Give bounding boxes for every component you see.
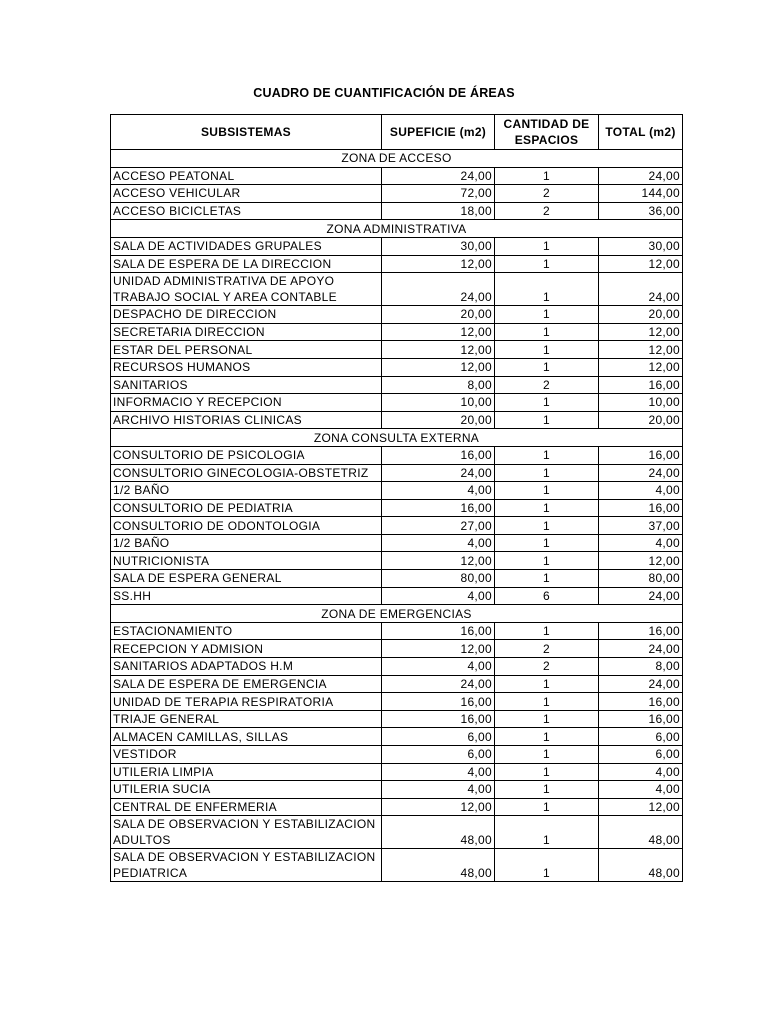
subsistema-cell: RECEPCION Y ADMISION	[111, 640, 382, 658]
subsistema-cell: ALMACEN CAMILLAS, SILLAS	[111, 728, 382, 746]
table-row	[111, 587, 683, 605]
table-row	[111, 570, 683, 588]
cantidad-cell: 1	[495, 728, 599, 746]
zone-label: ZONA DE EMERGENCIAS	[111, 605, 683, 623]
subsistema-cell: UTILERIA LIMPIA	[111, 763, 382, 781]
total-cell: 48,00	[599, 849, 683, 882]
superficie-cell: 24,00	[382, 464, 495, 482]
table-row	[111, 237, 683, 255]
table-row	[111, 534, 683, 552]
table-row	[111, 781, 683, 799]
total-cell: 24,00	[599, 273, 683, 306]
subsistema-cell: ESTACIONAMIENTO	[111, 622, 382, 640]
total-cell: 24,00	[599, 640, 683, 658]
cantidad-cell: 1	[495, 167, 599, 185]
zone-label: ZONA DE ACCESO	[111, 150, 683, 168]
superficie-cell: 6,00	[382, 746, 495, 764]
table-row	[111, 675, 683, 693]
table-row	[111, 273, 683, 306]
superficie-cell: 16,00	[382, 622, 495, 640]
subsistema-cell: ACCESO VEHICULAR	[111, 185, 382, 203]
cantidad-cell: 1	[495, 534, 599, 552]
superficie-cell: 48,00	[382, 816, 495, 849]
superficie-cell: 12,00	[382, 640, 495, 658]
header-cantidad: CANTIDAD DE ESPACIOS	[495, 115, 599, 150]
superficie-cell: 27,00	[382, 517, 495, 535]
cantidad-cell: 2	[495, 202, 599, 220]
table-row	[111, 849, 683, 882]
zone-row	[111, 150, 683, 168]
superficie-cell: 10,00	[382, 394, 495, 412]
cantidad-cell: 1	[495, 237, 599, 255]
subsistema-cell: NUTRICIONISTA	[111, 552, 382, 570]
table-row	[111, 482, 683, 500]
superficie-cell: 4,00	[382, 587, 495, 605]
superficie-cell: 16,00	[382, 710, 495, 728]
subsistema-cell: VESTIDOR	[111, 746, 382, 764]
cantidad-cell: 1	[495, 482, 599, 500]
total-cell: 4,00	[599, 763, 683, 781]
superficie-cell: 12,00	[382, 341, 495, 359]
zone-row	[111, 220, 683, 238]
cantidad-cell: 1	[495, 781, 599, 799]
subsistema-cell: RECURSOS HUMANOS	[111, 358, 382, 376]
superficie-cell: 12,00	[382, 358, 495, 376]
superficie-cell: 30,00	[382, 237, 495, 255]
subsistema-cell: CONSULTORIO DE ODONTOLOGIA	[111, 517, 382, 535]
total-cell: 4,00	[599, 781, 683, 799]
subsistema-cell: SALA DE OBSERVACION Y ESTABILIZACION ADULTOS	[111, 816, 382, 849]
superficie-cell: 4,00	[382, 763, 495, 781]
total-cell: 16,00	[599, 622, 683, 640]
subsistema-cell: 1/2 BAÑO	[111, 482, 382, 500]
table-body	[111, 150, 683, 882]
cantidad-cell: 1	[495, 693, 599, 711]
total-cell: 24,00	[599, 587, 683, 605]
cantidad-cell: 1	[495, 763, 599, 781]
cantidad-cell: 2	[495, 185, 599, 203]
subsistema-cell: TRIAJE GENERAL	[111, 710, 382, 728]
cantidad-cell: 1	[495, 323, 599, 341]
total-cell: 16,00	[599, 693, 683, 711]
cantidad-cell: 1	[495, 570, 599, 588]
cantidad-cell: 1	[495, 394, 599, 412]
table-row	[111, 167, 683, 185]
table-row	[111, 693, 683, 711]
table-row	[111, 376, 683, 394]
subsistema-cell: SALA DE ACTIVIDADES GRUPALES	[111, 237, 382, 255]
total-cell: 6,00	[599, 728, 683, 746]
zone-label: ZONA CONSULTA EXTERNA	[111, 429, 683, 447]
table-row	[111, 464, 683, 482]
superficie-cell: 12,00	[382, 798, 495, 816]
total-cell: 10,00	[599, 394, 683, 412]
superficie-cell: 4,00	[382, 781, 495, 799]
subsistema-cell: UNIDAD ADMINISTRATIVA DE APOYO TRABAJO SOCIAL Y AREA CONTABLE	[111, 273, 382, 306]
superficie-cell: 12,00	[382, 255, 495, 273]
cantidad-cell: 1	[495, 798, 599, 816]
table-row	[111, 816, 683, 849]
subsistema-cell: SECRETARIA DIRECCION	[111, 323, 382, 341]
table-row	[111, 728, 683, 746]
superficie-cell: 12,00	[382, 552, 495, 570]
total-cell: 30,00	[599, 237, 683, 255]
superficie-cell: 80,00	[382, 570, 495, 588]
subsistema-cell: UTILERIA SUCIA	[111, 781, 382, 799]
cantidad-cell: 1	[495, 552, 599, 570]
cantidad-cell: 2	[495, 640, 599, 658]
table-row	[111, 517, 683, 535]
table-row	[111, 552, 683, 570]
cantidad-cell: 1	[495, 675, 599, 693]
table-row	[111, 323, 683, 341]
subsistema-cell: ESTAR DEL PERSONAL	[111, 341, 382, 359]
subsistema-cell: UNIDAD DE TERAPIA RESPIRATORIA	[111, 693, 382, 711]
header-superficie: SUPEFICIE (m2)	[382, 115, 495, 150]
subsistema-cell: DESPACHO DE DIRECCION	[111, 306, 382, 324]
table-row	[111, 255, 683, 273]
table-row	[111, 202, 683, 220]
subsistema-cell: SALA DE ESPERA GENERAL	[111, 570, 382, 588]
total-cell: 12,00	[599, 255, 683, 273]
total-cell: 4,00	[599, 534, 683, 552]
total-cell: 12,00	[599, 552, 683, 570]
cantidad-cell: 1	[495, 358, 599, 376]
superficie-cell: 48,00	[382, 849, 495, 882]
total-cell: 144,00	[599, 185, 683, 203]
table-row	[111, 185, 683, 203]
subsistema-cell: SANITARIOS	[111, 376, 382, 394]
total-cell: 12,00	[599, 358, 683, 376]
table-row	[111, 394, 683, 412]
total-cell: 37,00	[599, 517, 683, 535]
total-cell: 48,00	[599, 816, 683, 849]
superficie-cell: 16,00	[382, 693, 495, 711]
subsistema-cell: ARCHIVO HISTORIAS CLINICAS	[111, 411, 382, 429]
total-cell: 24,00	[599, 675, 683, 693]
cantidad-cell: 1	[495, 499, 599, 517]
total-cell: 16,00	[599, 446, 683, 464]
cantidad-cell: 1	[495, 622, 599, 640]
cantidad-cell: 1	[495, 464, 599, 482]
superficie-cell: 24,00	[382, 167, 495, 185]
cantidad-cell: 1	[495, 306, 599, 324]
subsistema-cell: SALA DE ESPERA DE LA DIRECCION	[111, 255, 382, 273]
total-cell: 12,00	[599, 323, 683, 341]
superficie-cell: 6,00	[382, 728, 495, 746]
subsistema-cell: CENTRAL DE ENFERMERIA	[111, 798, 382, 816]
total-cell: 16,00	[599, 376, 683, 394]
zone-row	[111, 605, 683, 623]
table-row	[111, 746, 683, 764]
superficie-cell: 12,00	[382, 323, 495, 341]
zone-row	[111, 429, 683, 447]
total-cell: 24,00	[599, 464, 683, 482]
table-row	[111, 798, 683, 816]
table-row	[111, 710, 683, 728]
table-row	[111, 306, 683, 324]
total-cell: 20,00	[599, 306, 683, 324]
cantidad-cell: 1	[495, 816, 599, 849]
subsistema-cell: SANITARIOS ADAPTADOS H.M	[111, 658, 382, 676]
subsistema-cell: INFORMACIO Y RECEPCION	[111, 394, 382, 412]
cantidad-cell: 1	[495, 411, 599, 429]
total-cell: 16,00	[599, 710, 683, 728]
superficie-cell: 72,00	[382, 185, 495, 203]
superficie-cell: 16,00	[382, 446, 495, 464]
superficie-cell: 24,00	[382, 675, 495, 693]
superficie-cell: 18,00	[382, 202, 495, 220]
superficie-cell: 24,00	[382, 273, 495, 306]
cantidad-cell: 2	[495, 658, 599, 676]
cantidad-cell: 1	[495, 746, 599, 764]
superficie-cell: 20,00	[382, 411, 495, 429]
cantidad-cell: 2	[495, 376, 599, 394]
table-row	[111, 763, 683, 781]
cantidad-cell: 1	[495, 255, 599, 273]
total-cell: 80,00	[599, 570, 683, 588]
table-title: CUADRO DE CUANTIFICACIÓN DE ÁREAS	[253, 86, 515, 100]
total-cell: 16,00	[599, 499, 683, 517]
table-row	[111, 411, 683, 429]
total-cell: 4,00	[599, 482, 683, 500]
table-row	[111, 358, 683, 376]
cantidad-cell: 6	[495, 587, 599, 605]
area-table	[110, 114, 683, 882]
zone-label: ZONA ADMINISTRATIVA	[111, 220, 683, 238]
header-total: TOTAL (m2)	[599, 115, 683, 150]
total-cell: 24,00	[599, 167, 683, 185]
table-row	[111, 341, 683, 359]
header-subsistemas: SUBSISTEMAS	[111, 115, 382, 150]
total-cell: 12,00	[599, 798, 683, 816]
subsistema-cell: CONSULTORIO DE PEDIATRIA	[111, 499, 382, 517]
table-row	[111, 640, 683, 658]
total-cell: 6,00	[599, 746, 683, 764]
table-row	[111, 622, 683, 640]
superficie-cell: 4,00	[382, 482, 495, 500]
superficie-cell: 20,00	[382, 306, 495, 324]
cantidad-cell: 1	[495, 849, 599, 882]
subsistema-cell: CONSULTORIO GINECOLOGIA-OBSTETRIZ	[111, 464, 382, 482]
subsistema-cell: SS.HH	[111, 587, 382, 605]
table-row	[111, 446, 683, 464]
total-cell: 36,00	[599, 202, 683, 220]
cantidad-cell: 1	[495, 517, 599, 535]
subsistema-cell: SALA DE OBSERVACION Y ESTABILIZACION PEDIATRICA	[111, 849, 382, 882]
header-row	[111, 115, 683, 150]
superficie-cell: 8,00	[382, 376, 495, 394]
total-cell: 12,00	[599, 341, 683, 359]
cantidad-cell: 1	[495, 273, 599, 306]
subsistema-cell: SALA DE ESPERA DE EMERGENCIA	[111, 675, 382, 693]
subsistema-cell: ACCESO BICICLETAS	[111, 202, 382, 220]
total-cell: 20,00	[599, 411, 683, 429]
cantidad-cell: 1	[495, 446, 599, 464]
superficie-cell: 4,00	[382, 534, 495, 552]
superficie-cell: 4,00	[382, 658, 495, 676]
table-row	[111, 658, 683, 676]
table-row	[111, 499, 683, 517]
total-cell: 8,00	[599, 658, 683, 676]
subsistema-cell: ACCESO PEATONAL	[111, 167, 382, 185]
superficie-cell: 16,00	[382, 499, 495, 517]
subsistema-cell: CONSULTORIO DE PSICOLOGIA	[111, 446, 382, 464]
cantidad-cell: 1	[495, 710, 599, 728]
subsistema-cell: 1/2 BAÑO	[111, 534, 382, 552]
cantidad-cell: 1	[495, 341, 599, 359]
